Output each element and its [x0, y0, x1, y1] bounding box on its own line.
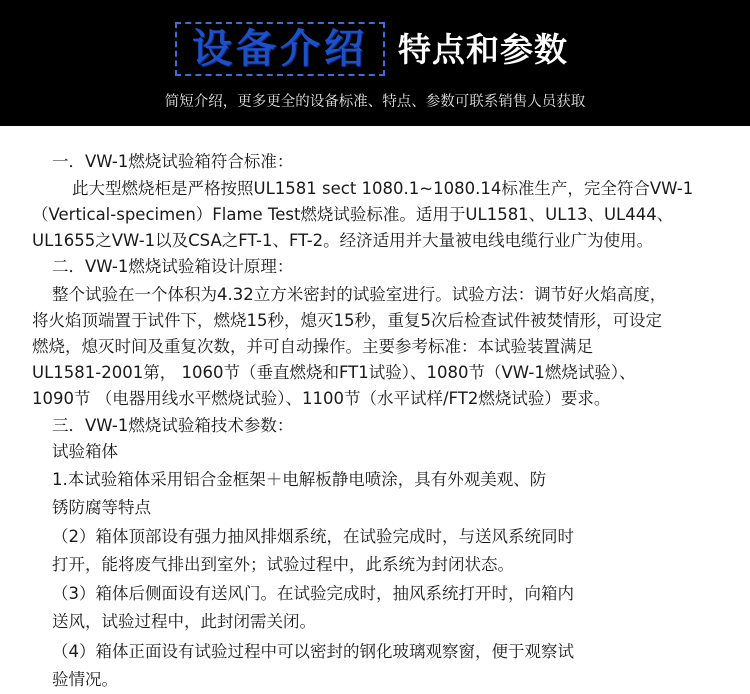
paragraph-line: 将火焰顶端置于试件下，燃烧15秒，熄灭15秒，重复5次后检查试件被焚情形，可设定 [32, 311, 662, 330]
paragraph-line: （Vertical-specimen）Flame Test燃烧试验标准。适用于UL1581、UL13、UL444、 [32, 205, 674, 224]
section-heading-principle: 二．VW-1燃烧试验箱设计原理： [52, 257, 294, 276]
header-banner [0, 0, 750, 126]
paragraph-line: 锈防腐等特点 [52, 498, 151, 517]
paragraph-line: 1090节 （电器用线水平燃烧试验）、1100节（水平试样/FT2燃烧试验）要求。 [32, 389, 611, 408]
banner-subtitle: 特点和参数 [398, 30, 568, 69]
banner-note: 简短介绍，更多更全的设备标准、特点、参数可联系销售人员获取 [164, 94, 586, 110]
paragraph-line: （4）箱体正面设有试验过程中可以密封的钢化玻璃观察窗，便于观察试 [52, 642, 574, 661]
paragraph-line: （3）箱体后侧面设有送风门。在试验完成时，抽风系统打开时，向箱内 [52, 584, 574, 603]
paragraph-line: UL1655之VW-1以及CSA之FT-1、FT-2。经济适用并大量被电线电缆行业广为使用。 [32, 231, 654, 250]
banner-title: 设备介绍 [192, 26, 368, 72]
paragraph-line: 整个试验在一个体积为4.32立方米密封的试验室进行。试验方法：调节好火焰高度， [52, 285, 667, 304]
paragraph-line: 验情况。 [52, 670, 118, 689]
subsection-title: 试验箱体 [52, 442, 118, 461]
paragraph-line: 燃烧，熄灭时间及重复次数，并可自动操作。主要参考标准：本试验装置满足 [32, 337, 593, 356]
paragraph-line: 打开，能将废气排出到室外；试验过程中，此系统为封闭状态。 [52, 555, 514, 574]
title-frame [175, 22, 385, 76]
section-heading-parameters: 三．VW-1燃烧试验箱技术参数： [52, 416, 294, 435]
paragraph-line: 此大型燃烧柜是严格按照UL1581 sect 1080.1~1080.14标准生产，完全符合VW-1 [72, 179, 694, 198]
paragraph-line: 1.本试验箱体采用铝合金框架＋电解板静电喷涂，具有外观美观、防 [52, 470, 547, 489]
paragraph-line: 送风，试验过程中，此封闭需关闭。 [52, 612, 316, 631]
paragraph-line: （2）箱体顶部设有强力抽风排烟系统，在试验完成时，与送风系统同时 [52, 527, 574, 546]
section-heading-standards: 一．VW-1燃烧试验箱符合标准： [52, 152, 294, 171]
paragraph-line: UL1581-2001第， 1060节（垂直燃烧和FT1试验）、1080节（VW-1燃烧试验）、 [32, 363, 636, 382]
